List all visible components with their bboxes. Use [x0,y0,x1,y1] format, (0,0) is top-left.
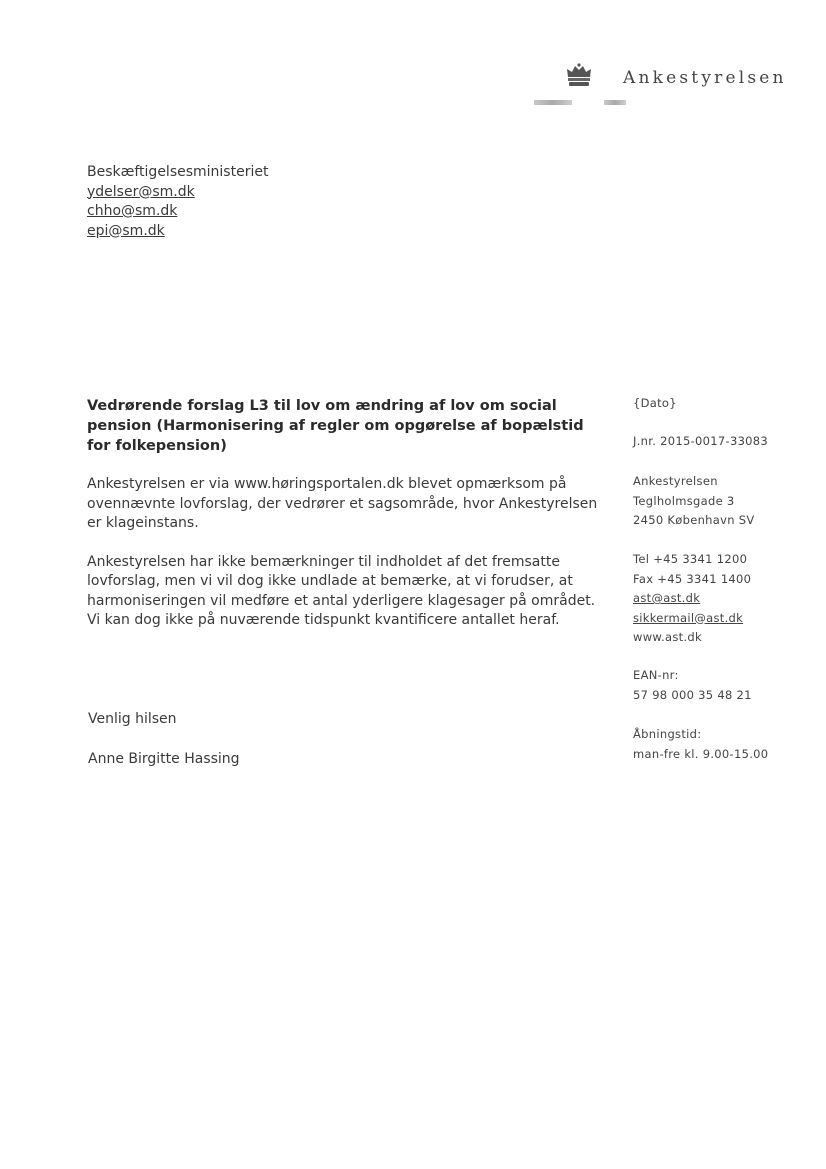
journal-number: J.nr. 2015-0017-33083 [633,434,769,448]
website: www.ast.dk [633,630,702,644]
letter-paragraph: Ankestyrelsen er via www.høringsportalen.dk blevet opmærksom på ovennævnte lovforslag, der vedrører et sagsområde, hvor Ankestyrelsen er klageinstans. [87,476,598,531]
letter-closing: Venlig hilsen [88,711,177,727]
letter-paragraph: Ankestyrelsen har ikke bemærkninger til indholdet af det fremsatte lovforslag, men vi vil dog ikke undlade at bemærke, at vi forudser, at harmoniseringen vil medføre et antal yderligere klagesager på området. Vi kan dog ikke på nuværende tidspunkt kvantificere antallet heraf. [87,553,596,628]
date-placeholder: {Dato} [633,396,677,410]
secure-email-link[interactable]: sikkermail@ast.dk [633,610,744,625]
phone-number: Tel +45 3341 1200 [633,552,748,566]
letterhead-logo [534,60,814,110]
address-line: Teglholmsgade 3 [633,493,735,508]
opening-hours-value: man-fre kl. 9.00-15.00 [633,746,769,761]
email-link[interactable]: ast@ast.dk [633,591,701,605]
address-line: 2450 København SV [633,513,755,527]
organization-name: Ankestyrelsen [623,68,787,88]
address-line: Ankestyrelsen [633,474,718,488]
sidebar-opening-hours [633,725,768,764]
recipient-block [87,163,268,241]
fax-number: Fax +45 3341 1400 [633,571,752,586]
ean-value: 57 98 000 35 48 21 [633,687,752,702]
crown-icon [564,63,594,89]
letter-body [87,396,612,631]
sidebar-ean [633,666,752,705]
sidebar-date [633,394,677,414]
letterhead-rule-right [604,100,626,105]
opening-hours-label: Åbningstid: [633,727,702,741]
sidebar-contact [633,550,751,648]
letterhead-rule-left [534,100,572,105]
ean-label: EAN-nr: [633,668,679,682]
sidebar-address [633,472,755,531]
letter-signature: Anne Birgitte Hassing [88,751,240,767]
recipient-name: Beskæftigelsesministeriet [87,164,269,180]
recipient-email-link[interactable]: chho@sm.dk [87,203,178,219]
letter-subject: Vedrørende forslag L3 til lov om ændring af lov om social pension (Harmonisering af regler om opgørelse af bopælstid for folkepension) [87,398,584,454]
recipient-email-link[interactable]: epi@sm.dk [87,222,165,239]
sidebar-journal-number [633,432,768,452]
recipient-email-link[interactable]: ydelser@sm.dk [87,183,195,200]
